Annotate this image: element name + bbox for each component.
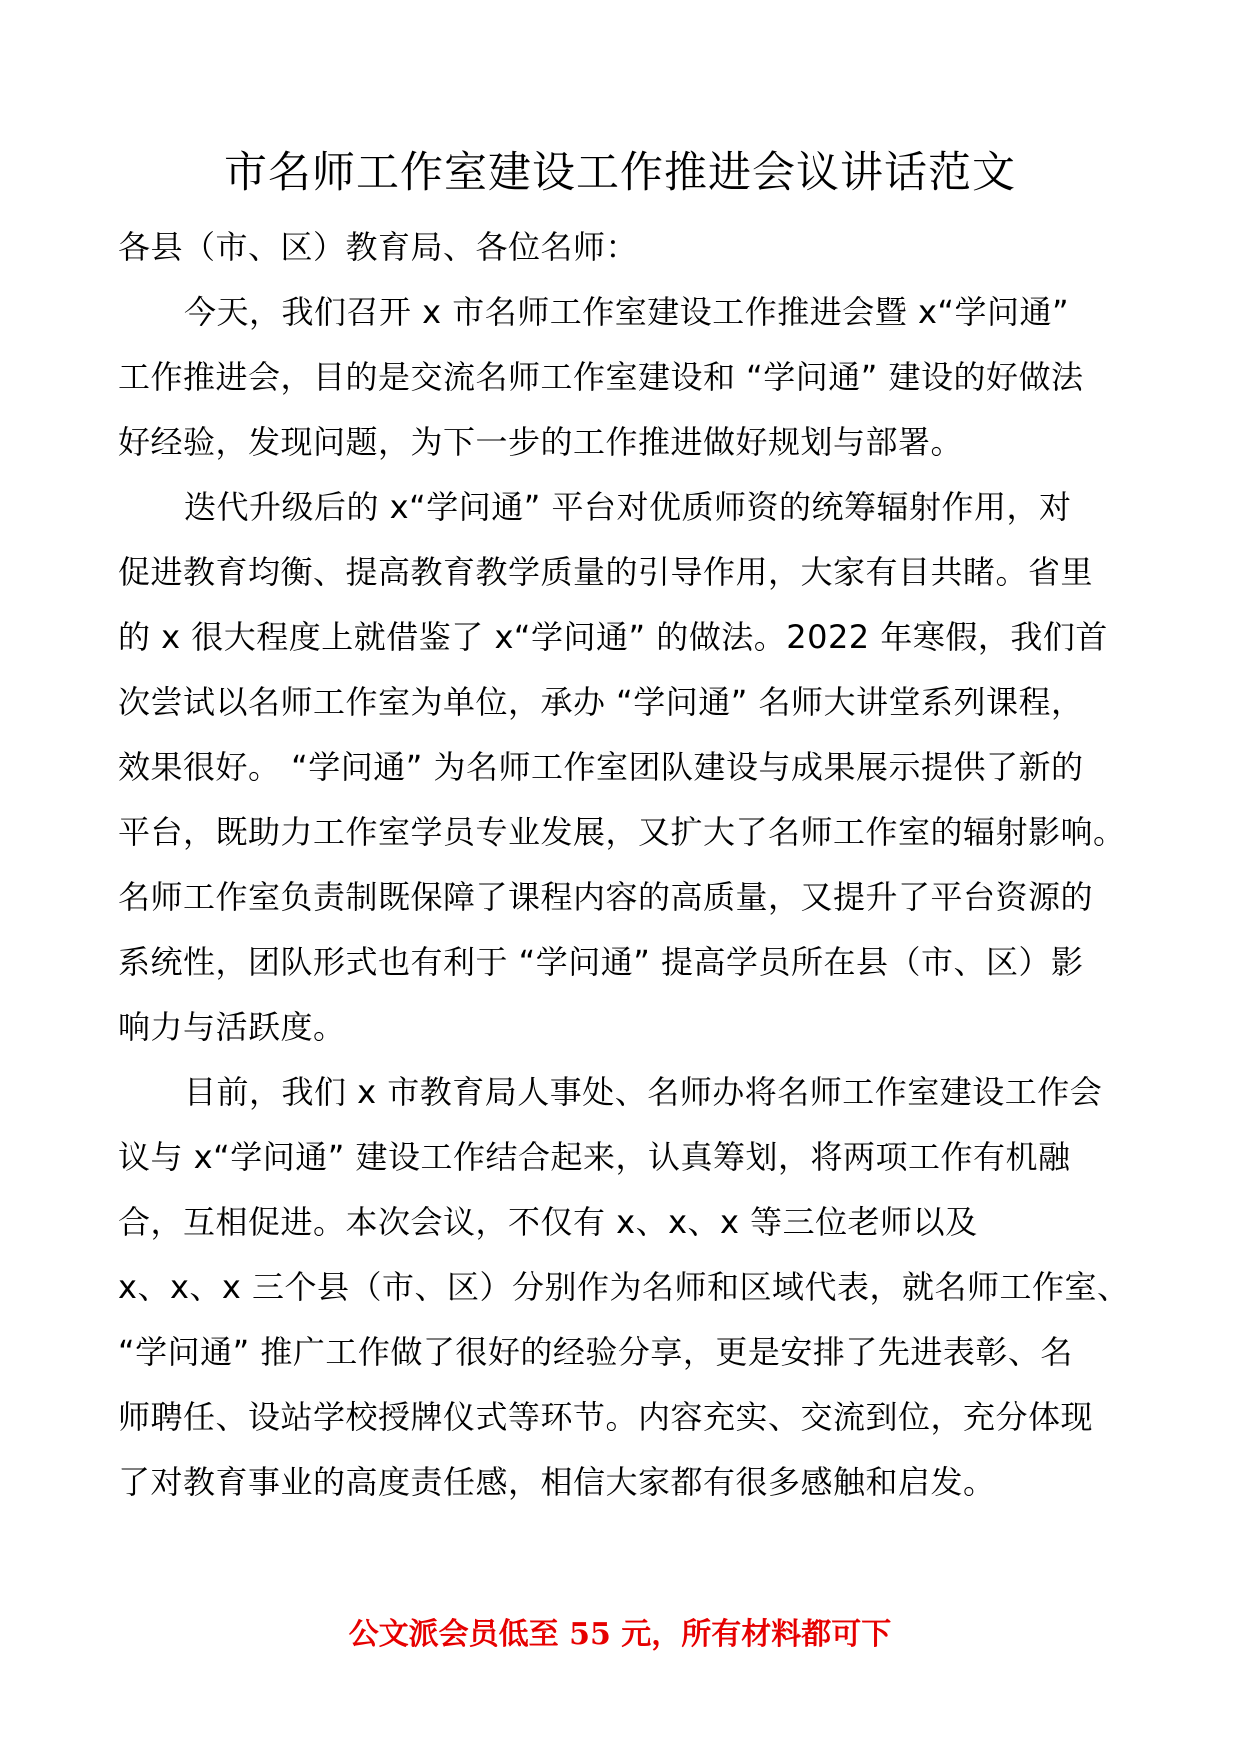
paragraph-3-line-4: x、x、x 三个县（市、区）分别作为名师和区域代表，就名师工作室、 xyxy=(118,1268,1130,1306)
paragraph-2-line-9: 响力与活跃度。 xyxy=(118,1008,346,1046)
paragraph-2-line-8: 系统性，团队形式也有利于 “学问通” 提高学员所在县（市、区）影 xyxy=(118,943,1084,981)
paragraph-1-line-2: 工作推进会，目的是交流名师工作室建设和 “学问通” 建设的好做法 xyxy=(118,358,1084,396)
paragraph-3-line-5: “学问通” 推广工作做了很好的经验分享，更是安排了先进表彰、名 xyxy=(118,1333,1073,1371)
paragraph-2-line-3: 的 x 很大程度上就借鉴了 x“学问通” 的做法。2022 年寒假，我们首 xyxy=(118,618,1108,656)
salutation-line: 各县（市、区）教育局、各位名师： xyxy=(118,228,639,266)
paragraph-3-line-7: 了对教育事业的高度责任感，相信大家都有很多感触和启发。 xyxy=(118,1463,996,1501)
paragraph-2-line-5: 效果很好。 “学问通” 为名师工作室团队建设与成果展示提供了新的 xyxy=(118,748,1084,786)
paragraph-3-line-1: 目前，我们 x 市教育局人事处、名师办将名师工作室建设工作会 xyxy=(184,1073,1103,1111)
document-body xyxy=(118,215,1128,1515)
paragraph-2-line-6: 平台，既助力工作室学员专业发展，又扩大了名师工作室的辐射影响。 xyxy=(118,813,1126,851)
paragraph-2-line-2: 促进教育均衡、提高教育教学质量的引导作用，大家有目共睹。省里 xyxy=(118,553,1094,591)
document-title: 市名师工作室建设工作推进会议讲话范文 xyxy=(224,148,1016,198)
paragraph-3-line-6: 师聘任、设站学校授牌仪式等环节。内容充实、交流到位，充分体现 xyxy=(118,1398,1094,1436)
paragraph-3-line-3: 合，互相促进。本次会议，不仅有 x、x、x 等三位老师以及 xyxy=(118,1203,978,1241)
paragraph-2-line-4: 次尝试以名师工作室为单位，承办 “学问通” 名师大讲堂系列课程， xyxy=(118,683,1084,721)
paragraph-1-line-1: 今天，我们召开 x 市名师工作室建设工作推进会暨 x“学问通” xyxy=(184,293,1070,331)
paragraph-2-line-7: 名师工作室负责制既保障了课程内容的高质量，又提升了平台资源的 xyxy=(118,878,1094,916)
paragraph-1-line-3: 好经验，发现问题，为下一步的工作推进做好规划与部署。 xyxy=(118,423,964,461)
promo-footer: 公文派会员低至 55 元，所有材料都可下 xyxy=(348,1617,892,1652)
paragraph-3-line-2: 议与 x“学问通” 建设工作结合起来，认真筹划，将两项工作有机融 xyxy=(118,1138,1071,1176)
paragraph-2-line-1: 迭代升级后的 x“学问通” 平台对优质师资的统筹辐射作用，对 xyxy=(184,488,1072,526)
